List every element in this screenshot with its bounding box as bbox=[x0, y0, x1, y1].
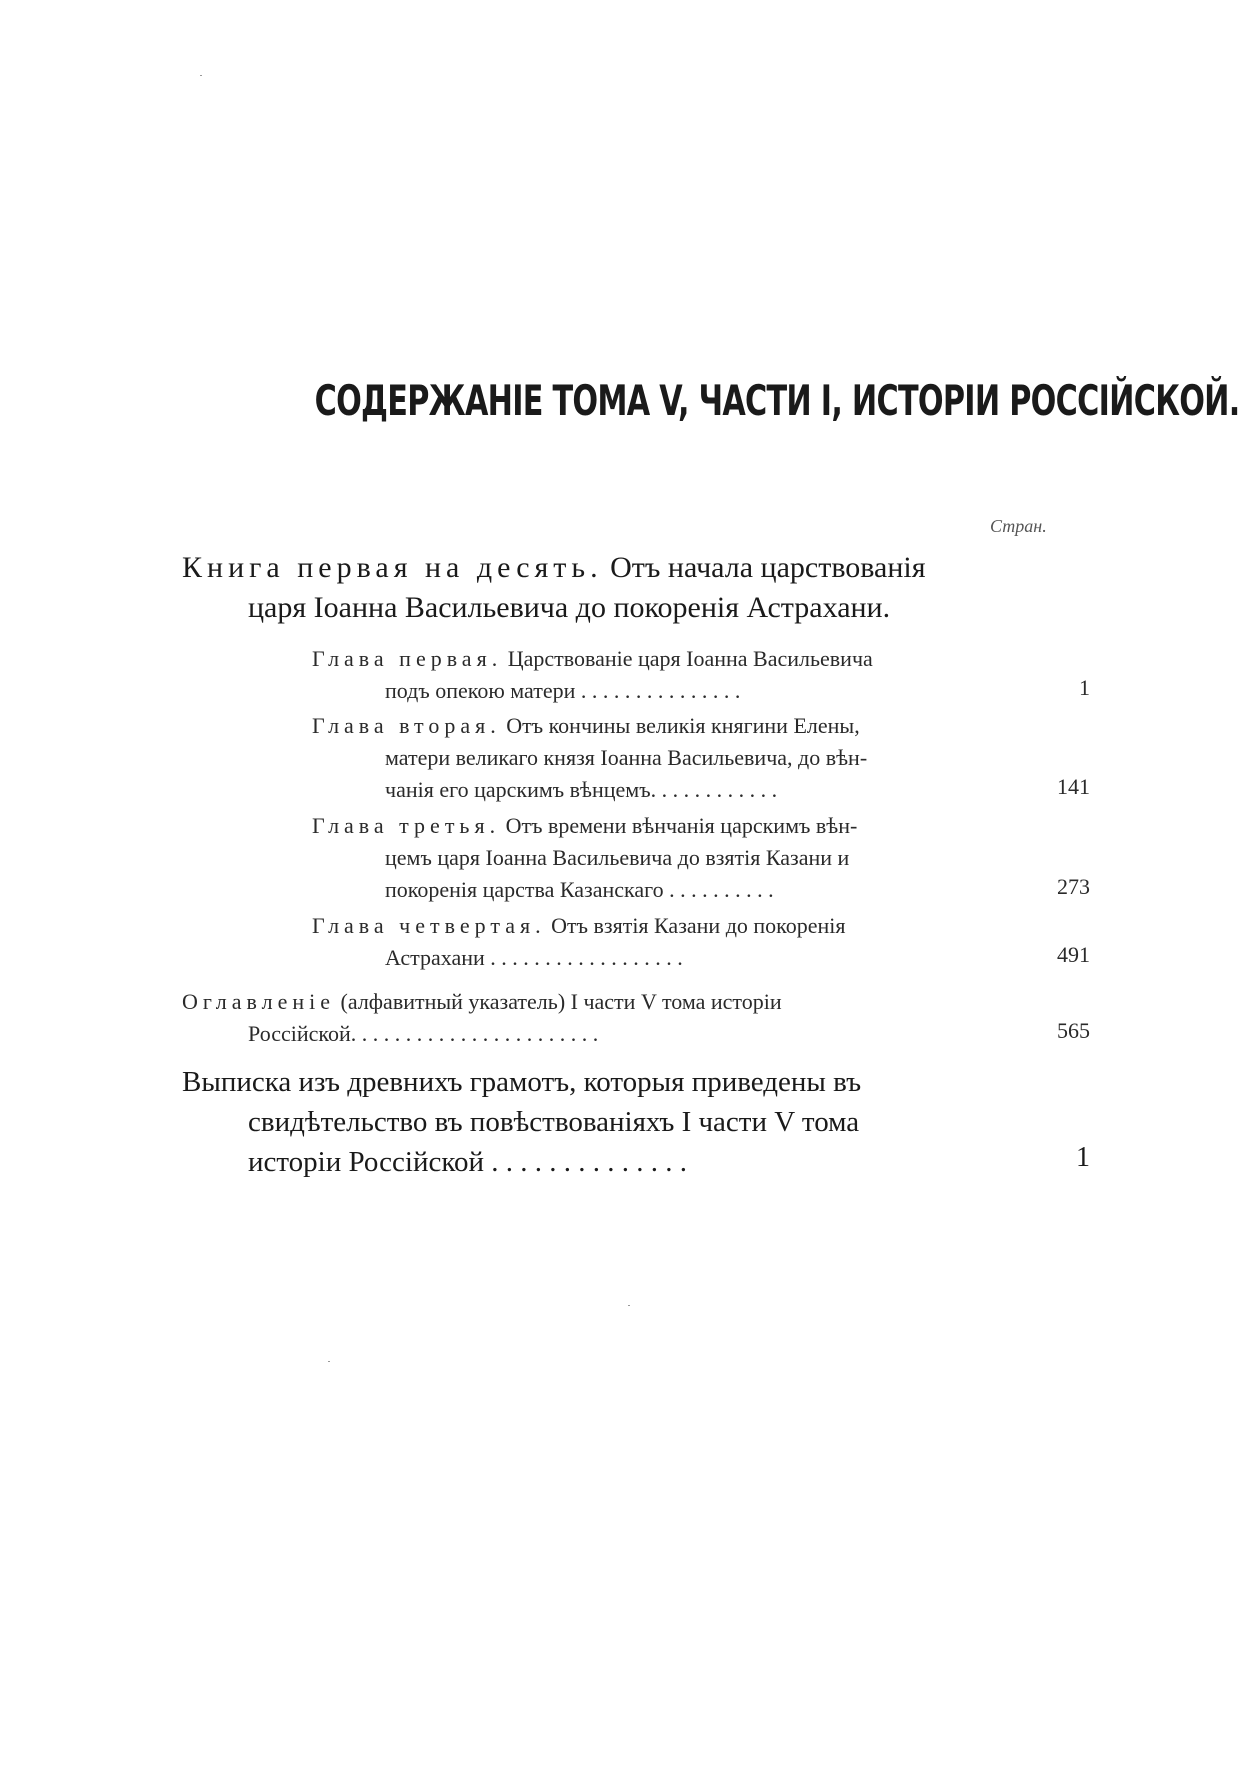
book-title-line-2: царя Іоанна Васильевича до покоренія Астрахани. bbox=[248, 591, 891, 624]
index-line-1 bbox=[182, 986, 782, 1018]
chapter-3-title: Отъ времени вѣнчанія царскимъ вѣн- bbox=[500, 813, 858, 838]
chapter-1-line-1 bbox=[312, 643, 873, 675]
book-title-line-1 bbox=[182, 548, 926, 588]
index-page-number: 565 bbox=[1057, 1018, 1090, 1043]
chapter-4-line-1 bbox=[312, 910, 846, 942]
chapter-4-lead: Глава четвертая. bbox=[312, 913, 546, 938]
chapter-2-line-3 bbox=[385, 774, 777, 806]
index-title: (алфавитный указатель) I части V тома исторіи bbox=[335, 989, 782, 1014]
index-lead: Оглавленіе bbox=[182, 989, 336, 1014]
chapter-2-text: чанія его царскимъ вѣнцемъ bbox=[385, 777, 651, 802]
chapter-4-page-number: 491 bbox=[1057, 942, 1090, 967]
chapter-2-page-number: 141 bbox=[1057, 774, 1090, 799]
chapter-3-line-3 bbox=[385, 874, 774, 906]
chapter-1-lead: Глава первая. bbox=[312, 646, 503, 671]
book-title-rest: Отъ начала царствованія bbox=[602, 551, 926, 584]
scan-speck bbox=[200, 75, 202, 76]
extract-line-3 bbox=[248, 1142, 687, 1182]
extract-text: исторіи Россійской bbox=[248, 1146, 484, 1178]
chapter-1-page-number: 1 bbox=[1079, 675, 1090, 700]
chapter-4-title: Отъ взятія Казани до покоренія bbox=[545, 913, 846, 938]
pages-column-header: Стран. bbox=[990, 516, 1047, 536]
extract-line-1: Выписка изъ древнихъ грамотъ, которыя приведены въ bbox=[182, 1066, 862, 1098]
chapter-1-line-2 bbox=[385, 675, 740, 707]
scan-speck bbox=[328, 1361, 330, 1362]
extract-line-2: свидѣтельство въ повѣствованіяхъ I части V тома bbox=[248, 1106, 860, 1138]
book-lead: Книга первая на десять. bbox=[182, 551, 603, 584]
chapter-4-text: Астрахани bbox=[385, 945, 485, 970]
chapter-3-lead: Глава третья. bbox=[312, 813, 501, 838]
extract-leader-dots: . . . . . . . . . . . . . . bbox=[483, 1146, 687, 1178]
chapter-3-line-1 bbox=[312, 810, 857, 842]
chapter-3-page-number: 273 bbox=[1057, 874, 1090, 899]
chapter-3-text: покоренія царства Казанскаго bbox=[385, 877, 664, 902]
chapter-2-line-2: матери великаго князя Іоанна Васильевича, до вѣн- bbox=[385, 745, 868, 770]
index-text: Россійской bbox=[248, 1021, 351, 1046]
chapter-1-text: подъ опекою матери bbox=[385, 678, 576, 703]
page-title: СОДЕРЖАНІЕ ТОМА V, ЧАСТИ I, ИСТОРІИ РОССІЙСКОЙ. bbox=[314, 376, 1240, 425]
chapter-1-title: Царствованіе царя Іоанна Васильевича bbox=[502, 646, 873, 671]
chapter-1-leader-dots: . . . . . . . . . . . . . . . bbox=[575, 678, 741, 703]
chapter-2-line-1 bbox=[312, 710, 860, 742]
chapter-2-title: Отъ кончины великія княгини Елены, bbox=[500, 713, 860, 738]
chapter-3-line-2: цемъ царя Іоанна Васильевича до взятія Казани и bbox=[385, 845, 850, 870]
index-line-2 bbox=[248, 1018, 598, 1050]
chapter-4-line-2 bbox=[385, 942, 683, 974]
chapter-4-leader-dots: . . . . . . . . . . . . . . . . . . bbox=[484, 945, 683, 970]
chapter-2-leader-dots: . . . . . . . . . . . . bbox=[650, 777, 778, 802]
index-leader-dots: . . . . . . . . . . . . . . . . . . . . . . . bbox=[350, 1021, 599, 1046]
chapter-3-leader-dots: . . . . . . . . . . bbox=[663, 877, 774, 902]
chapter-2-lead: Глава вторая. bbox=[312, 713, 501, 738]
scan-speck bbox=[628, 1305, 630, 1306]
extract-page-number: 1 bbox=[1076, 1142, 1090, 1173]
